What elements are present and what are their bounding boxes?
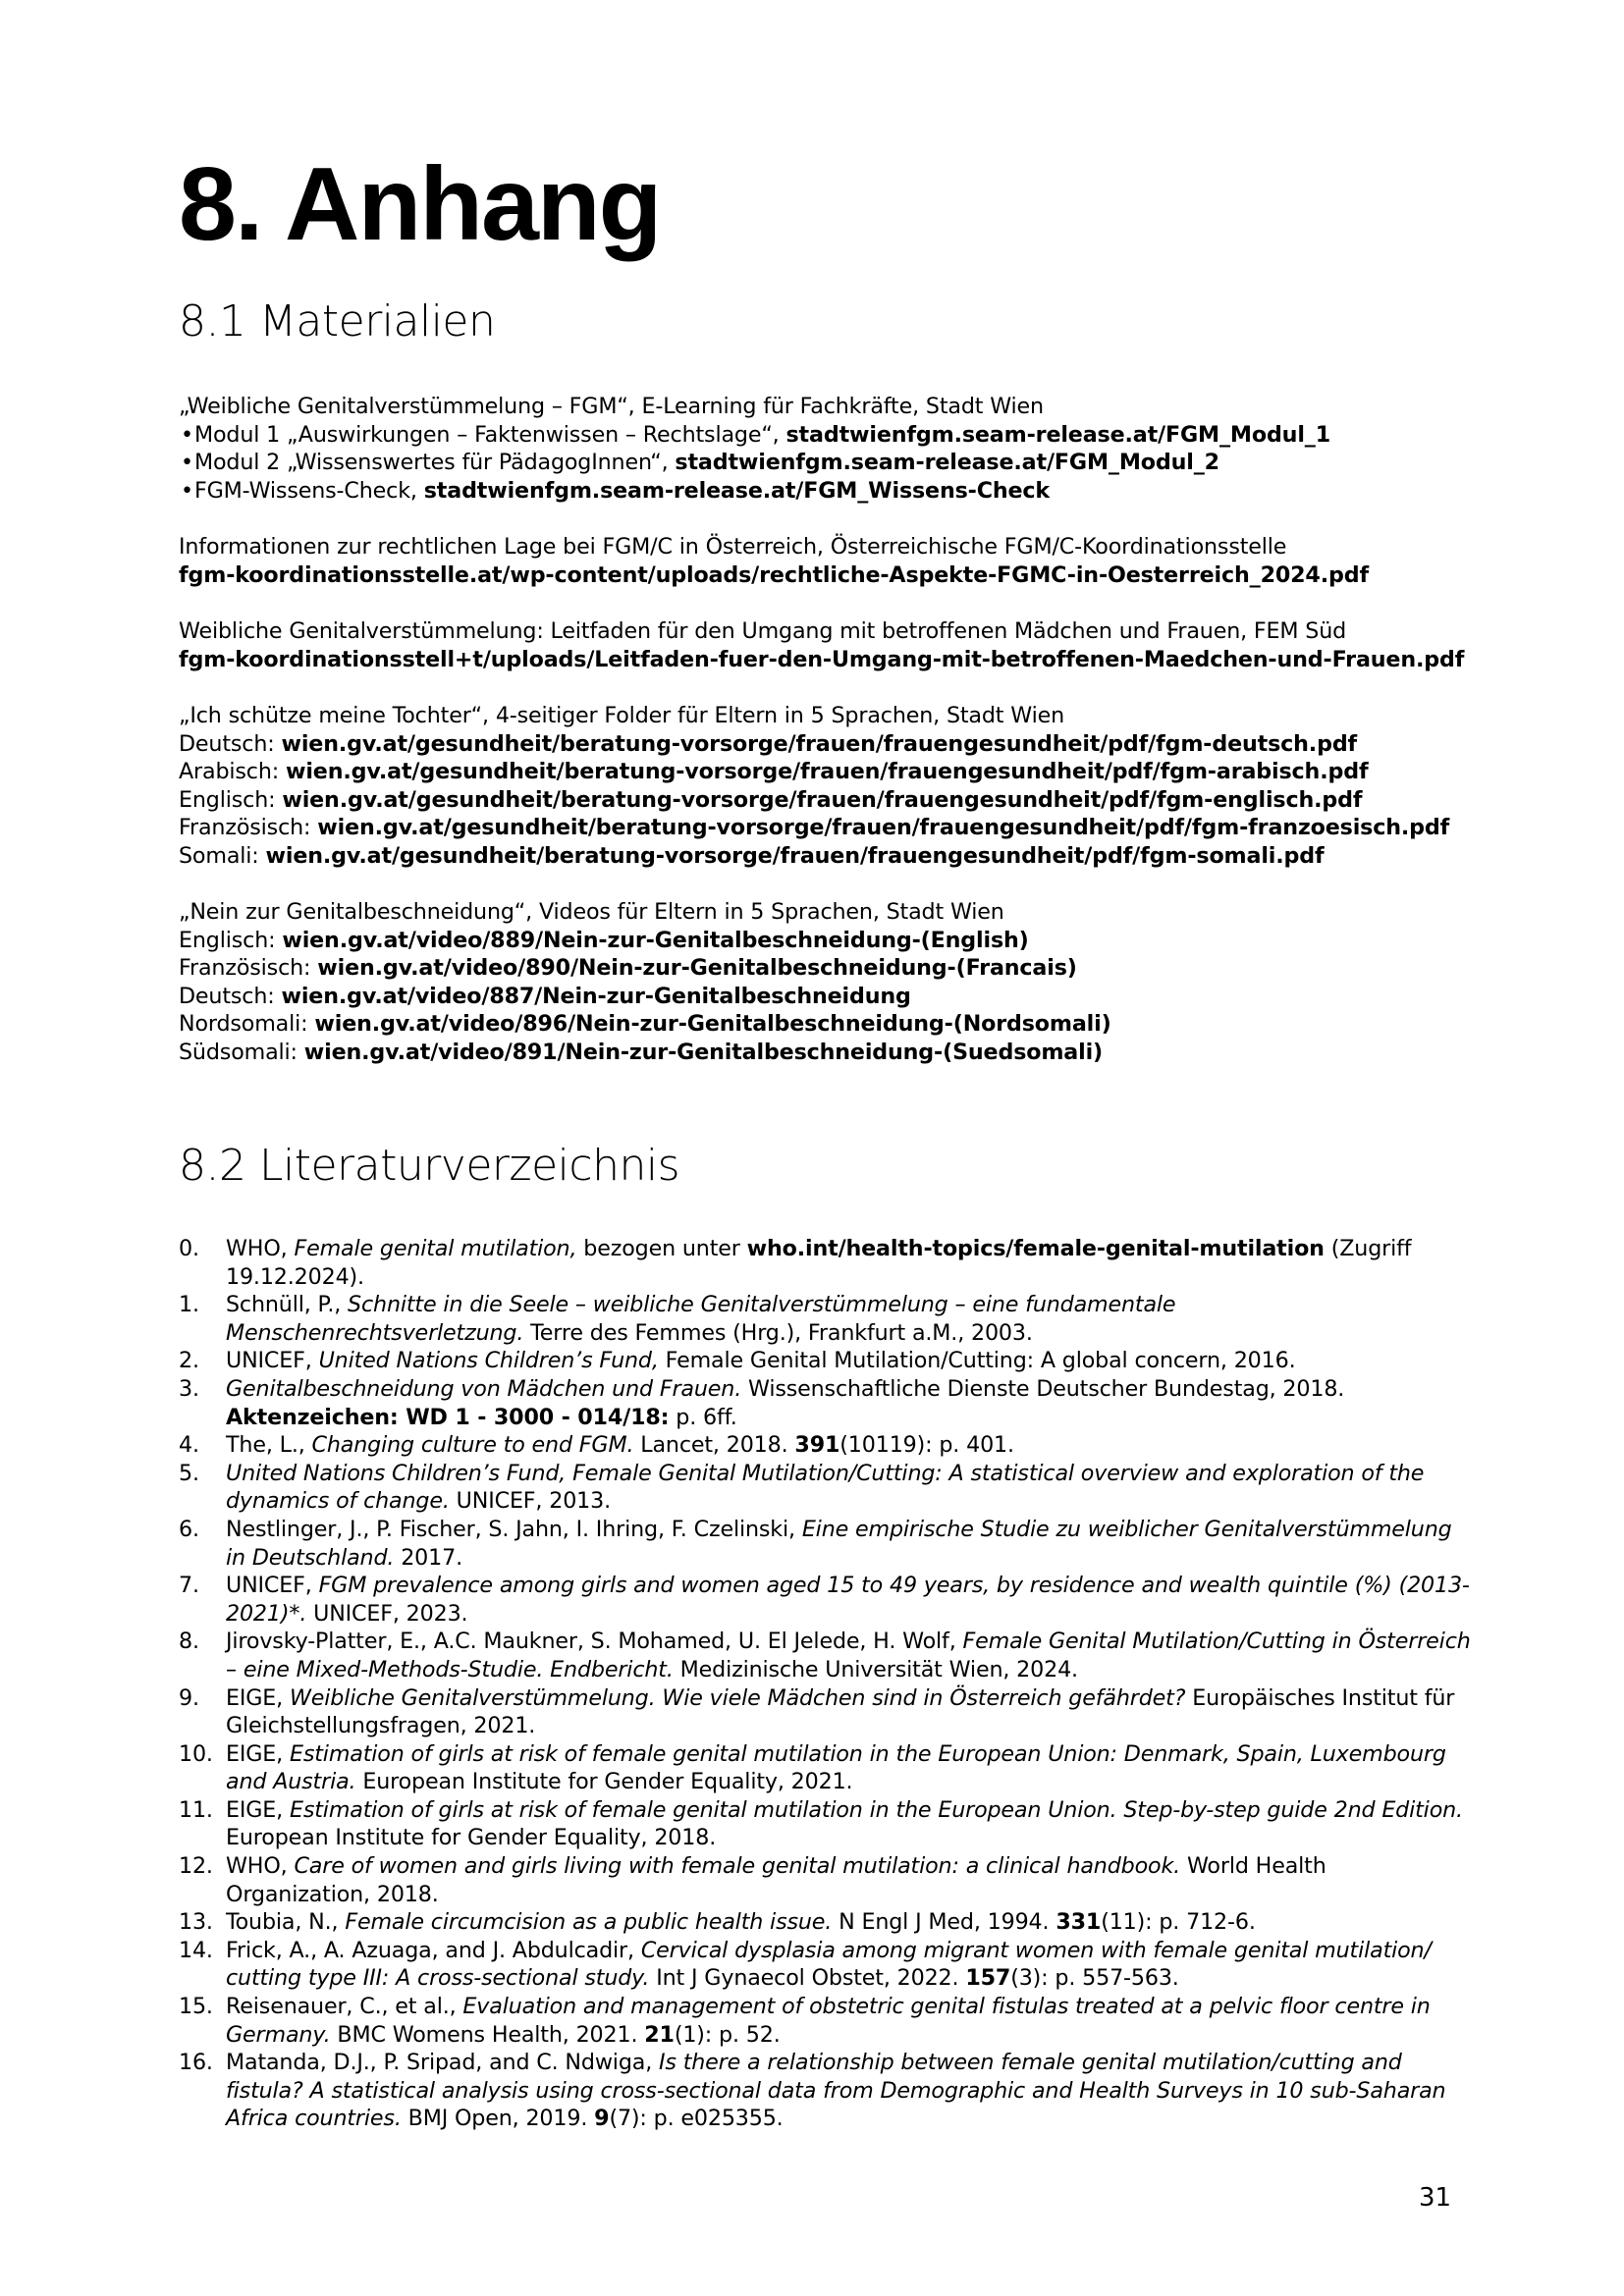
reference-text: BMC Womens Health, 2021. bbox=[330, 2021, 645, 2048]
material-link: wien.gv.at/video/889/Nein-zur-Genitalbeschneidung-(English) bbox=[282, 927, 1029, 953]
reference-item bbox=[179, 1796, 1475, 1852]
reference-item bbox=[179, 1291, 1475, 1347]
material-text: „Weibliche Genitalverstümmelung – FGM“, E-Learning für Fachkräfte, Stadt Wien bbox=[179, 394, 1044, 419]
material-line bbox=[179, 954, 1485, 983]
reference-item bbox=[179, 1460, 1475, 1516]
material-text: Südsomali: bbox=[179, 1039, 304, 1065]
reference-item bbox=[179, 1431, 1475, 1460]
material-text: FGM-Wissens-Check, bbox=[194, 477, 424, 504]
reference-text: European Institute for Gender Equality, 2018. bbox=[226, 1825, 717, 1851]
reference-list bbox=[179, 1235, 1475, 2133]
reference-item bbox=[179, 1235, 1475, 1291]
material-text: Modul 2 „Wissenswertes für PädagogInnen“, bbox=[194, 450, 676, 476]
material-text: Modul 1 „Auswirkungen – Faktenwissen – Rechtslage“, bbox=[194, 421, 786, 448]
reference-text: Terre des Femmes (Hrg.), Frankfurt a.M., 2003. bbox=[523, 1319, 1033, 1346]
materials-group-guideline bbox=[179, 617, 1485, 673]
reference-text: (10119): p. 401. bbox=[839, 1432, 1014, 1459]
material-line bbox=[179, 449, 1485, 477]
material-line bbox=[179, 730, 1485, 759]
material-link: stadtwienfgm.seam-release.at/FGM_Wissens-Check bbox=[423, 477, 1050, 504]
reference-bold: who.int/health-topics/female-genital-mutilation bbox=[746, 1236, 1325, 1261]
reference-text: Female Genital Mutilation/Cutting: A global concern, 2016. bbox=[658, 1348, 1296, 1374]
reference-text: WHO, bbox=[226, 1853, 295, 1880]
reference-title: Schnitte in die Seele – weibliche Genitalverstümmelung – eine fundamentale Menschenrechtsverletzung. bbox=[226, 1292, 1176, 1346]
reference-number: 10. bbox=[179, 1740, 213, 1767]
reference-number: 12. bbox=[179, 1853, 213, 1880]
reference-bold: 331 bbox=[1056, 1909, 1102, 1936]
chapter-heading: 8. Anhang bbox=[179, 146, 661, 262]
material-text: Englisch: bbox=[179, 927, 283, 953]
reference-number: 13. bbox=[179, 1909, 213, 1936]
reference-text: Matanda, D.J., P. Sripad, and C. Ndwiga, bbox=[226, 2050, 660, 2076]
reference-item bbox=[179, 1347, 1475, 1375]
reference-number: 8. bbox=[179, 1629, 199, 1655]
material-line bbox=[179, 421, 1485, 450]
page-number: 31 bbox=[1419, 2183, 1452, 2213]
reference-text: Jirovsky-Platter, E., A.C. Maukner, S. Mohamed, U. El Jelede, H. Wolf, bbox=[226, 1629, 963, 1655]
reference-text: European Institute for Gender Equality, 2021. bbox=[355, 1769, 853, 1795]
reference-text: BMJ Open, 2019. bbox=[401, 2106, 595, 2132]
material-text: Deutsch: bbox=[179, 983, 282, 1009]
material-link: wien.gv.at/gesundheit/beratung-vorsorge/frauen/frauengesundheit/pdf/fgm-franzoesisch.pdf bbox=[317, 815, 1450, 841]
reference-title: FGM prevalence among girls and women aged 15 to 49 years, by residence and wealth quintile (%) (2013-2021)*. bbox=[226, 1573, 1470, 1627]
material-text: Arabisch: bbox=[179, 759, 286, 785]
reference-title: United Nations Children’s Fund, bbox=[318, 1348, 659, 1374]
reference-item bbox=[179, 1684, 1475, 1740]
material-line bbox=[179, 561, 1485, 590]
reference-number: 9. bbox=[179, 1684, 199, 1711]
reference-text: (Zugriff 19.12.2024). bbox=[226, 1236, 1412, 1290]
reference-text: Medizinische Universität Wien, 2024. bbox=[673, 1656, 1078, 1682]
material-line bbox=[179, 533, 1485, 561]
bullet-icon: • bbox=[181, 421, 193, 448]
material-line bbox=[179, 1039, 1485, 1067]
bullet-icon: • bbox=[181, 477, 193, 504]
reference-number: 11. bbox=[179, 1796, 213, 1823]
reference-text: Europäisches Institut für Gleichstellungsfragen, 2021. bbox=[226, 1684, 1455, 1739]
reference-text: The, L., bbox=[226, 1432, 312, 1459]
reference-text: Frick, A., A. Azuaga, and J. Abdulcadir, bbox=[226, 1937, 641, 1963]
reference-item bbox=[179, 1993, 1475, 2049]
reference-text: Toubia, N., bbox=[226, 1909, 346, 1936]
material-line bbox=[179, 758, 1485, 786]
reference-number: 1. bbox=[179, 1292, 199, 1318]
material-line bbox=[179, 842, 1485, 871]
reference-item bbox=[179, 1628, 1475, 1683]
material-link: wien.gv.at/gesundheit/beratung-vorsorge/frauen/frauengesundheit/pdf/fgm-englisch.pdf bbox=[282, 786, 1363, 813]
material-link: wien.gv.at/video/887/Nein-zur-Genitalbeschneidung bbox=[281, 983, 911, 1009]
reference-bold: 391 bbox=[794, 1432, 840, 1459]
reference-item bbox=[179, 1937, 1475, 1993]
material-text: Französisch: bbox=[179, 955, 318, 982]
reference-number: 6. bbox=[179, 1516, 199, 1542]
reference-text: N Engl J Med, 1994. bbox=[832, 1909, 1056, 1936]
material-line bbox=[179, 898, 1485, 927]
reference-title: Estimation of girls at risk of female genital mutilation in the European Union. Step-by-step guide 2nd Edition. bbox=[289, 1796, 1463, 1823]
reference-number: 7. bbox=[179, 1573, 199, 1599]
reference-text: Wissenschaftliche Dienste Deutscher Bundestag, 2018. bbox=[741, 1375, 1345, 1402]
reference-item bbox=[179, 1572, 1475, 1628]
reference-text: Lancet, 2018. bbox=[633, 1432, 795, 1459]
reference-item bbox=[179, 1908, 1475, 1937]
reference-number: 0. bbox=[179, 1236, 199, 1261]
reference-title: Female Genital Mutilation/Cutting in Österreich – eine Mixed-Methods-Studie. Endbericht. bbox=[226, 1629, 1471, 1682]
reference-number: 4. bbox=[179, 1432, 199, 1459]
reference-text: Reisenauer, C., et al., bbox=[226, 1994, 463, 2020]
reference-text: (1): p. 52. bbox=[674, 2021, 781, 2048]
reference-title: Genitalbeschneidung von Mädchen und Frauen. bbox=[226, 1375, 742, 1402]
reference-bold: 157 bbox=[965, 1965, 1011, 1992]
reference-title: United Nations Children’s Fund, Female Genital Mutilation/Cutting: A statistical overview and exploration of the dynamics of change. bbox=[226, 1460, 1425, 1515]
reference-title: Estimation of girls at risk of female genital mutilation in the European Union: Denmark, Spain, Luxembourg and Austria. bbox=[226, 1740, 1446, 1795]
material-line bbox=[179, 983, 1485, 1011]
material-text: Weibliche Genitalverstümmelung: Leitfaden für den Umgang mit betroffenen Mädchen und Frauen, FEM Süd bbox=[179, 618, 1347, 644]
reference-text: bezogen unter bbox=[576, 1236, 747, 1261]
bullet-icon: • bbox=[181, 450, 193, 476]
reference-item bbox=[179, 1375, 1475, 1431]
section-heading-materialien: 8.1 Materialien bbox=[179, 296, 496, 347]
reference-number: 2. bbox=[179, 1348, 199, 1374]
reference-text: (11): p. 712-6. bbox=[1101, 1909, 1256, 1936]
section-heading-literatur: 8.2 Literaturverzeichnis bbox=[179, 1141, 680, 1191]
reference-text: p. 6ff. bbox=[669, 1404, 737, 1430]
reference-text: 2017. bbox=[394, 1544, 462, 1571]
reference-text: EIGE, bbox=[226, 1684, 290, 1711]
material-line bbox=[179, 786, 1485, 815]
reference-title: Cervical dysplasia among migrant women with female genital mutilation/ cutting type III: A cross-sectional study. bbox=[226, 1937, 1432, 1992]
materials-group-videos bbox=[179, 898, 1485, 1067]
material-text: Deutsch: bbox=[179, 730, 282, 757]
material-text: Französisch: bbox=[179, 815, 318, 841]
material-line bbox=[179, 702, 1485, 730]
material-link: wien.gv.at/gesundheit/beratung-vorsorge/frauen/frauengesundheit/pdf/fgm-somali.pdf bbox=[265, 842, 1325, 869]
reference-item bbox=[179, 1852, 1475, 1908]
material-text: Informationen zur rechtlichen Lage bei FGM/C in Österreich, Österreichische FGM/C-Koordinationsstelle bbox=[179, 534, 1287, 560]
reference-item bbox=[179, 1740, 1475, 1796]
material-link: fgm-koordinationsstell+t/uploads/Leitfaden-fuer-den-Umgang-mit-betroffenen-Maedchen-und-Frauen.pdf bbox=[179, 646, 1465, 672]
material-link: wien.gv.at/video/891/Nein-zur-Genitalbeschneidung-(Suedsomali) bbox=[303, 1039, 1104, 1065]
reference-bold: 21 bbox=[644, 2021, 675, 2048]
material-line bbox=[179, 646, 1485, 674]
reference-title: Eine empirische Studie zu weiblicher Genitalverstümmelung in Deutschland. bbox=[226, 1516, 1452, 1571]
material-link: fgm-koordinationsstelle.at/wp-content/uploads/rechtliche-Aspekte-FGMC-in-Oesterreich_2024.pdf bbox=[179, 561, 1369, 588]
material-link: wien.gv.at/gesundheit/beratung-vorsorge/frauen/frauengesundheit/pdf/fgm-arabisch.pdf bbox=[286, 759, 1369, 785]
reference-text: EIGE, bbox=[226, 1740, 290, 1767]
reference-text: UNICEF, bbox=[226, 1348, 319, 1374]
reference-text: UNICEF, bbox=[226, 1573, 319, 1599]
materials-group-elearning bbox=[179, 393, 1485, 505]
material-line bbox=[179, 814, 1485, 842]
reference-text: (3): p. 557-563. bbox=[1010, 1965, 1179, 1992]
reference-item bbox=[179, 2049, 1475, 2133]
reference-text: (7): p. e025355. bbox=[609, 2106, 784, 2132]
material-link: wien.gv.at/video/890/Nein-zur-Genitalbeschneidung-(Francais) bbox=[317, 955, 1077, 982]
material-text: Somali: bbox=[179, 842, 266, 869]
material-link: stadtwienfgm.seam-release.at/FGM_Modul_2 bbox=[675, 450, 1219, 476]
reference-text: Int J Gynaecol Obstet, 2022. bbox=[649, 1965, 966, 1992]
reference-item bbox=[179, 1516, 1475, 1572]
reference-title: Care of women and girls living with female genital mutilation: a clinical handbook. bbox=[294, 1853, 1181, 1880]
material-link: stadtwienfgm.seam-release.at/FGM_Modul_1 bbox=[785, 421, 1331, 448]
materials-group-legal bbox=[179, 533, 1485, 589]
reference-title: Evaluation and management of obstetric genital fistulas treated at a pelvic floor centre in Germany. bbox=[226, 1994, 1431, 2048]
material-link: wien.gv.at/video/896/Nein-zur-Genitalbeschneidung-(Nordsomali) bbox=[314, 1011, 1111, 1038]
material-line bbox=[179, 477, 1485, 506]
material-link: wien.gv.at/gesundheit/beratung-vorsorge/frauen/frauengesundheit/pdf/fgm-deutsch.pdf bbox=[281, 730, 1358, 757]
material-line bbox=[179, 617, 1485, 646]
reference-title: Changing culture to end FGM. bbox=[311, 1432, 634, 1459]
material-text: Nordsomali: bbox=[179, 1011, 315, 1038]
reference-number: 16. bbox=[179, 2050, 213, 2076]
material-line bbox=[179, 1010, 1485, 1039]
reference-bold: Aktenzeichen: WD 1 - 3000 - 014/18: bbox=[226, 1404, 670, 1430]
reference-number: 3. bbox=[179, 1375, 199, 1402]
material-line bbox=[179, 927, 1485, 955]
reference-number: 15. bbox=[179, 1994, 213, 2020]
reference-text: EIGE, bbox=[226, 1796, 290, 1823]
reference-text: WHO, bbox=[226, 1236, 295, 1261]
reference-title: Female circumcision as a public health issue. bbox=[345, 1909, 833, 1936]
materials-group-folder bbox=[179, 702, 1485, 871]
reference-bold: 9 bbox=[594, 2106, 610, 2132]
reference-text: World Health Organization, 2018. bbox=[226, 1853, 1326, 1907]
reference-text: UNICEF, 2013. bbox=[449, 1488, 611, 1515]
reference-title: Weibliche Genitalverstümmelung. Wie viele Mädchen sind in Österreich gefährdet? bbox=[289, 1684, 1186, 1711]
reference-text: Nestlinger, J., P. Fischer, S. Jahn, I. Ihring, F. Czelinski, bbox=[226, 1516, 802, 1542]
reference-text: UNICEF, 2023. bbox=[306, 1600, 468, 1627]
reference-number: 14. bbox=[179, 1937, 213, 1963]
reference-title: Female genital mutilation, bbox=[294, 1236, 577, 1261]
material-line bbox=[179, 393, 1485, 421]
reference-title: Is there a relationship between female genital mutilation/cutting and fistula? A statistical analysis using cross-sectional data from Demographic and Health Surveys in 10 sub-Saharan Africa countries. bbox=[226, 2050, 1446, 2132]
material-text: „Ich schütze meine Tochter“, 4-seitiger Folder für Eltern in 5 Sprachen, Stadt Wien bbox=[179, 703, 1064, 728]
reference-number: 5. bbox=[179, 1460, 199, 1486]
material-text: Englisch: bbox=[179, 786, 283, 813]
material-text: „Nein zur Genitalbeschneidung“, Videos für Eltern in 5 Sprachen, Stadt Wien bbox=[179, 899, 1004, 925]
reference-text: Schnüll, P., bbox=[226, 1292, 349, 1318]
